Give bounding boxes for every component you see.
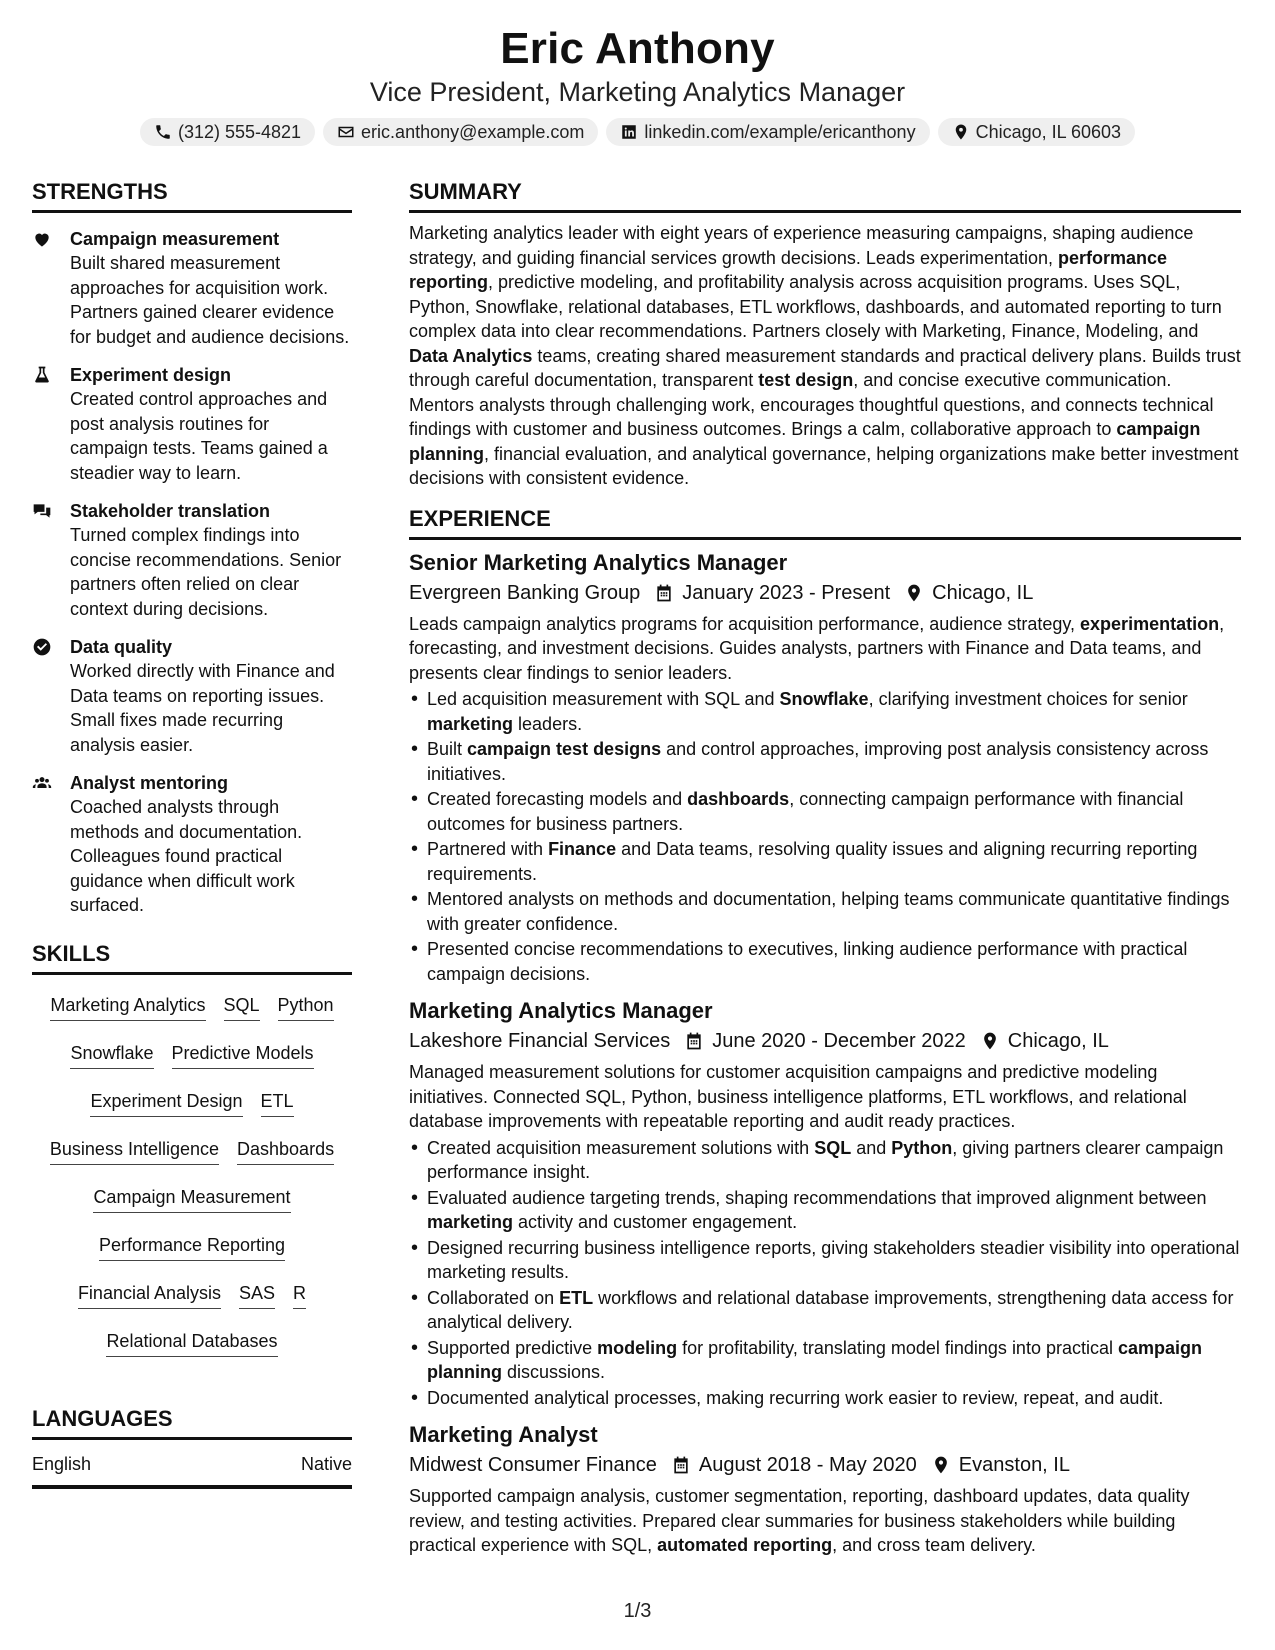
location-pin-icon <box>952 123 970 141</box>
contact-linkedin-text: linkedin.com/example/ericanthony <box>644 121 916 142</box>
job-location: Chicago, IL <box>1007 1030 1109 1052</box>
candidate-name: Eric Anthony <box>500 24 775 73</box>
text-run: and control approaches, improving post analysis consistency across initiatives. <box>427 739 1209 784</box>
strength-desc: Coached analysts through methods and documentation. Colleagues found practical guidance when difficult work surfaced. <box>70 797 303 915</box>
text-run: Evaluated audience targeting trends, shaping recommendations that improved alignment between <box>427 1187 1207 1208</box>
job-entry <box>409 996 1241 1410</box>
summary-text <box>409 221 1241 491</box>
bullet-item <box>409 1386 1241 1411</box>
location-pin-icon <box>980 1031 1000 1051</box>
text-run: , forecasting, and investment decisions. Guides analysts, partners with Finance and Data teams, and presents clear findings to senior leaders. <box>409 613 1225 683</box>
strength-title: Analyst mentoring <box>70 773 229 793</box>
skill-tag: Python <box>278 985 334 1021</box>
strength-desc: Created control approaches and post analysis routines for campaign tests. Teams gained a steadier way to learn. <box>70 389 328 483</box>
text-run: Documented analytical processes, making recurring work easier to review, repeat, and audit. <box>427 1387 1164 1408</box>
calendar-icon <box>654 583 674 603</box>
text-run: , and cross team delivery. <box>832 1535 1036 1555</box>
bullet-item <box>409 887 1241 936</box>
job-meta <box>409 1026 1241 1056</box>
job-bullets <box>409 1136 1241 1411</box>
skill-tag: Campaign Measurement <box>93 1177 290 1213</box>
job-title: Marketing Analyst <box>409 1422 598 1447</box>
job-bullets <box>409 687 1241 986</box>
skill-tag: Predictive Models <box>172 1033 314 1069</box>
language-level: Native <box>300 1453 352 1474</box>
bold-text: automated reporting <box>657 1535 833 1555</box>
text-run: leaders. <box>513 713 583 734</box>
languages-heading: LANGUAGES <box>32 1405 352 1440</box>
candidate-title: Vice President, Marketing Analytics Manager <box>369 77 906 107</box>
text-run: and Data teams, resolving quality issues and aligning recurring reporting requirements. <box>427 839 1198 884</box>
bullet-item <box>409 1186 1241 1235</box>
strength-item <box>32 499 352 621</box>
bullet-item <box>409 737 1241 786</box>
text-run: Designed recurring business intelligence reports, giving stakeholders steadier visibility into operational marketing results. <box>427 1237 1240 1282</box>
strength-desc: Worked directly with Finance and Data teams on reporting issues. Small fixes made recurring analysis easier. <box>70 661 335 755</box>
text-run: Built <box>427 739 468 759</box>
calendar-icon <box>684 1031 704 1051</box>
strengths-heading: STRENGTHS <box>32 178 352 213</box>
language-row <box>32 1454 352 1489</box>
job-company: Evergreen Banking Group <box>409 581 641 604</box>
experience-heading: EXPERIENCE <box>409 505 1241 540</box>
text-run: , financial evaluation, and analytical governance, helping organizations make better investment decisions with consistent evidence. <box>409 443 1239 488</box>
job-meta <box>409 578 1241 608</box>
strength-desc: Turned complex findings into concise recommendations. Senior partners often relied on clear context during decisions. <box>70 525 342 619</box>
strength-item <box>32 635 352 757</box>
text-run: , and concise executive communication. Mentors analysts through challenging work, encourages thoughtful questions, and connects technical findings with customer and business outcomes. Brings a calm, collaborative approach to <box>409 370 1214 439</box>
text-run: Mentored analysts on methods and documentation, helping teams communicate quantitative findings with greater confidence. <box>427 889 1230 934</box>
bullet-item <box>409 687 1241 736</box>
skill-tag: Dashboards <box>237 1129 334 1165</box>
job-dates: January 2023 - Present <box>682 581 891 604</box>
bold-text: dashboards <box>687 789 790 809</box>
envelope-icon <box>337 123 355 141</box>
skill-tag: Snowflake <box>70 1033 153 1069</box>
calendar-icon <box>671 1455 691 1475</box>
bold-text: campaign planning <box>427 1337 1203 1382</box>
bullet-item <box>409 1286 1241 1335</box>
linkedin-icon <box>620 123 638 141</box>
text-run: Leads campaign analytics programs for acquisition performance, audience strategy, <box>409 613 1081 634</box>
text-run: teams, creating shared measurement standards and practical delivery plans. Builds trust through careful documentation, transparent <box>409 345 1241 390</box>
text-run: Created acquisition measurement solutions with <box>427 1137 815 1158</box>
skill-tag: Marketing Analytics <box>50 985 205 1021</box>
job-meta <box>409 1450 1241 1480</box>
job-title: Marketing Analytics Manager <box>409 998 713 1023</box>
skills-heading: SKILLS <box>32 940 352 975</box>
language-name: English <box>32 1453 92 1474</box>
contact-location <box>938 118 1135 146</box>
heart-icon <box>32 229 52 249</box>
bold-text: SQL <box>814 1137 852 1158</box>
bullet-item <box>409 937 1241 986</box>
bold-text: experimentation <box>1080 613 1220 634</box>
location-pin-icon <box>931 1455 951 1475</box>
skill-tag: SQL <box>224 985 260 1021</box>
skill-tag: Performance Reporting <box>99 1225 285 1261</box>
strength-title: Campaign measurement <box>70 229 280 249</box>
check-circle-icon <box>32 637 52 657</box>
contact-email-text: eric.anthony@example.com <box>361 121 585 142</box>
strength-item <box>32 363 352 485</box>
text-run: Presented concise recommendations to executives, linking audience performance with practical campaign decisions. <box>427 939 1188 984</box>
bold-text: campaign planning <box>409 419 1201 464</box>
text-run: Supported campaign analysis, customer segmentation, reporting, dashboard updates, data quality review, and testing activities. Prepared clear summaries for business stakeholders while building practical experience with SQL, <box>409 1486 1190 1555</box>
bold-text: Data Analytics <box>409 345 533 366</box>
bold-text: performance reporting <box>409 247 1168 292</box>
users-icon <box>32 773 52 793</box>
skills-list <box>32 981 352 1365</box>
job-entry <box>409 1420 1241 1558</box>
bold-text: Snowflake <box>779 689 869 709</box>
contact-phone[interactable] <box>140 118 315 146</box>
resume-header <box>0 0 1275 146</box>
job-location: Chicago, IL <box>932 581 1034 604</box>
bullet-item <box>409 1136 1241 1185</box>
job-description <box>409 1484 1241 1558</box>
skill-tag: SAS <box>239 1273 275 1309</box>
text-run: for profitability, translating model findings into practical <box>677 1337 1118 1358</box>
text-run: Collaborated on <box>427 1287 560 1308</box>
text-run: , predictive modeling, and profitability analysis across acquisition programs. Uses SQL, Python, Snowflake, relational databases, ETL workflows, dashboards, and automated reporting to turn complex data into clear recommendations. Partners closely with Marketing, Finance, Modeling, and <box>409 272 1222 341</box>
bold-text: Finance <box>548 839 617 859</box>
job-company: Midwest Consumer Finance <box>409 1454 657 1476</box>
chat-bubbles-icon <box>32 501 52 521</box>
bold-text: marketing <box>427 713 514 734</box>
bullet-item <box>409 787 1241 836</box>
bold-text: ETL <box>559 1287 594 1308</box>
job-company: Lakeshore Financial Services <box>409 1030 671 1052</box>
bold-text: test design <box>758 370 854 390</box>
bullet-item <box>409 1236 1241 1285</box>
bullet-item <box>409 1336 1241 1385</box>
page-number: 1/3 <box>623 1600 652 1622</box>
bold-text: modeling <box>597 1337 678 1358</box>
skill-tag: Experiment Design <box>90 1081 242 1117</box>
text-run: activity and customer engagement. <box>513 1212 798 1232</box>
location-pin-icon <box>904 583 924 603</box>
skill-tag: R <box>293 1273 306 1309</box>
contact-linkedin[interactable] <box>606 118 929 146</box>
job-description <box>409 612 1241 686</box>
bold-text: Python <box>891 1137 953 1158</box>
job-location: Evanston, IL <box>958 1454 1070 1476</box>
text-run: Supported predictive <box>427 1337 598 1358</box>
skill-tag: Relational Databases <box>106 1321 277 1357</box>
text-run: , connecting campaign performance with financial outcomes for business partners. <box>427 789 1184 834</box>
contact-email[interactable] <box>323 118 598 146</box>
job-entry <box>409 548 1241 987</box>
job-dates: August 2018 - May 2020 <box>698 1454 917 1476</box>
text-run: Partnered with <box>427 839 549 859</box>
contact-bar <box>0 118 1275 146</box>
left-column <box>32 178 352 1489</box>
flask-icon <box>32 365 52 385</box>
job-title: Senior Marketing Analytics Manager <box>409 549 788 575</box>
text-run: discussions. <box>502 1362 606 1382</box>
summary-heading: SUMMARY <box>409 178 1241 213</box>
job-dates: June 2020 - December 2022 <box>712 1030 966 1052</box>
strength-desc: Built shared measurement approaches for acquisition work. Partners gained clearer evidence for budget and audience decisions. <box>70 253 350 347</box>
strength-title: Data quality <box>70 637 173 657</box>
text-run: , clarifying investment choices for senior <box>868 689 1188 709</box>
phone-icon <box>154 123 172 141</box>
bold-text: campaign test designs <box>467 739 662 759</box>
text-run: Marketing analytics leader with eight years of experience measuring campaigns, shaping audience strategy, and guiding financial services growth decisions. Leads experimentation, <box>409 223 1194 268</box>
text-run: Managed measurement solutions for customer acquisition campaigns and predictive modeling initiatives. Connected SQL, Python, business intelligence platforms, ETL workflows, and relational database improvements with repeatable reporting and audit ready practices. <box>409 1062 1187 1131</box>
text-run: and <box>851 1137 892 1158</box>
right-column <box>409 178 1241 1558</box>
skill-tag: Financial Analysis <box>78 1273 221 1309</box>
text-run: , giving partners clearer campaign performance insight. <box>427 1137 1224 1182</box>
skill-tag: ETL <box>261 1081 294 1117</box>
contact-location-text: Chicago, IL 60603 <box>975 121 1122 142</box>
text-run: workflows and relational database improvements, strengthening data access for analytical delivery. <box>427 1287 1234 1332</box>
strength-title: Experiment design <box>70 365 232 385</box>
contact-phone-text: (312) 555-4821 <box>177 121 302 142</box>
text-run: Led acquisition measurement with SQL and <box>427 689 780 709</box>
bullet-item <box>409 837 1241 886</box>
job-description <box>409 1060 1241 1134</box>
bold-text: marketing <box>427 1212 514 1232</box>
strength-item <box>32 771 352 918</box>
text-run: Created forecasting models and <box>427 789 688 809</box>
strength-item <box>32 227 352 349</box>
strength-title: Stakeholder translation <box>70 501 271 521</box>
skill-tag: Business Intelligence <box>50 1129 219 1165</box>
